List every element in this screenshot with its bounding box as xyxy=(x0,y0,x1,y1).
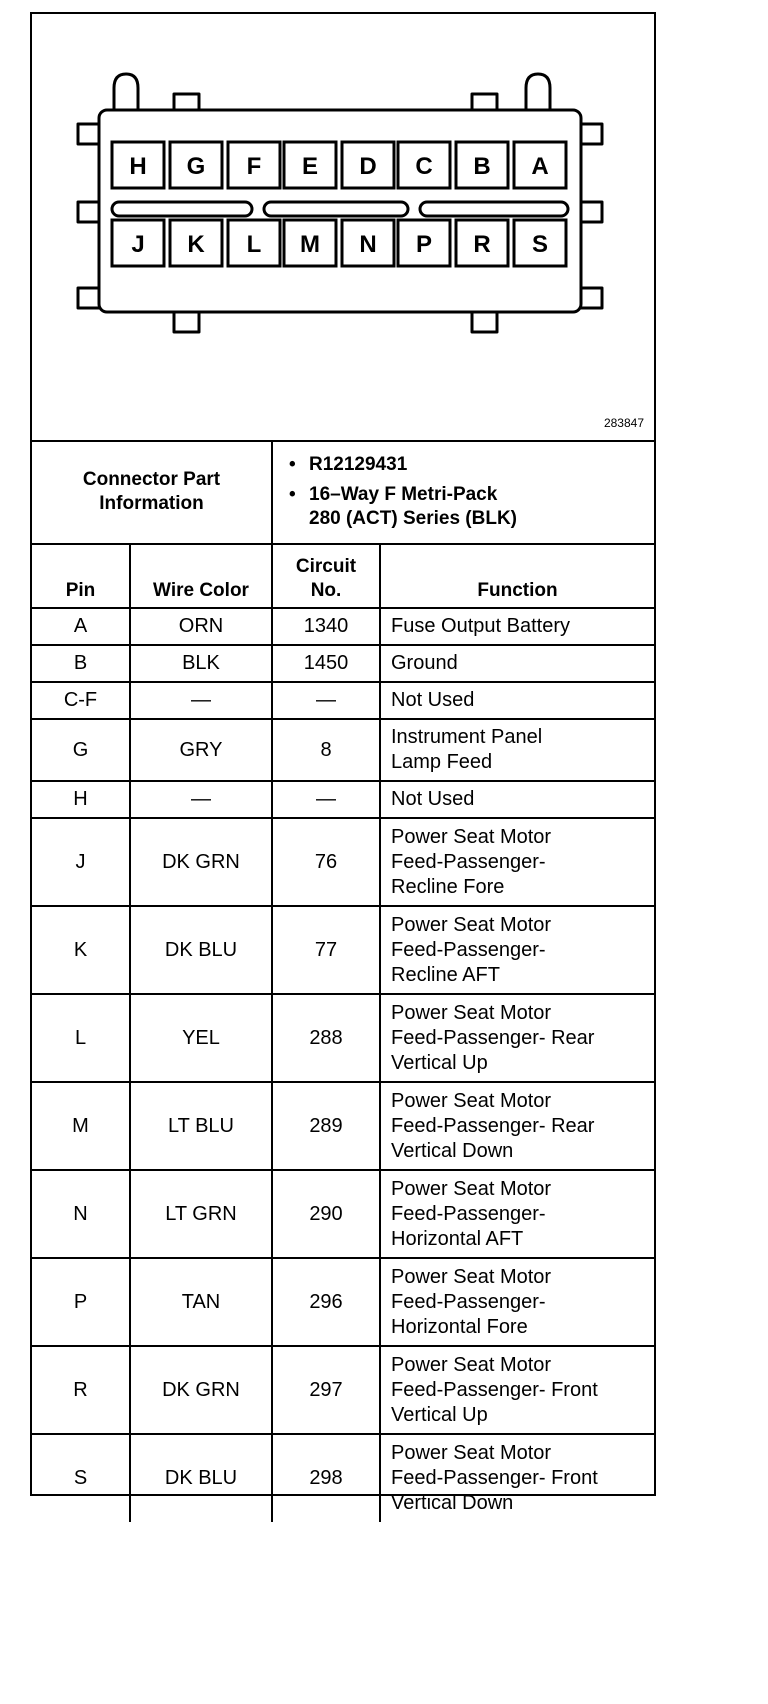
function-line: Horizontal AFT xyxy=(391,1227,524,1250)
wire-color-cell: DK GRN xyxy=(130,1346,272,1434)
pin-cell: A xyxy=(32,608,130,645)
side-tab-left-1 xyxy=(78,124,99,144)
connector-series: • 16–Way F Metri-Pack 280 (ACT) Series (BLK) xyxy=(309,483,644,531)
circuit-header: Circuit No. xyxy=(272,544,380,608)
pin-row xyxy=(32,645,654,682)
circuit-cell: 1450 xyxy=(272,645,380,682)
pin-label-l: L xyxy=(246,231,262,258)
function-line: Power Seat Motor xyxy=(391,1265,552,1288)
function-line: Vertical Down xyxy=(391,1139,514,1162)
wire-color-cell: GRY xyxy=(130,719,272,781)
wire-color-cell: YEL xyxy=(130,994,272,1082)
function-cell xyxy=(380,1434,654,1522)
pin-row xyxy=(32,682,654,719)
pin-header: Pin xyxy=(32,544,130,608)
function-header: Function xyxy=(380,544,654,608)
wire-color-cell: DK GRN xyxy=(130,818,272,906)
pin-row xyxy=(32,608,654,645)
function-line: Feed-Passenger- xyxy=(391,938,546,961)
right-latch-hook xyxy=(526,74,550,110)
function-line: Power Seat Motor xyxy=(391,1177,552,1200)
connector-diagram xyxy=(32,14,654,442)
function-line: Instrument Panel xyxy=(391,726,543,748)
connector-document xyxy=(30,12,656,1514)
pin-row xyxy=(32,1082,654,1170)
pin-row xyxy=(32,994,654,1082)
function-line: Not Used xyxy=(391,788,475,810)
pin-cell: C-F xyxy=(32,682,130,719)
pin-row xyxy=(32,1170,654,1258)
function-line: Feed-Passenger- xyxy=(391,1202,546,1225)
pin-cell: B xyxy=(32,645,130,682)
side-tab-right-1 xyxy=(581,124,602,144)
pin-label-s: S xyxy=(531,231,549,258)
function-cell xyxy=(380,906,654,994)
pin-row xyxy=(32,1434,654,1522)
function-cell xyxy=(380,818,654,906)
function-cell xyxy=(380,608,654,645)
connector-info-label: Connector Part Information xyxy=(32,440,272,544)
function-line: Feed-Passenger- xyxy=(391,1290,546,1313)
circuit-cell: 296 xyxy=(272,1258,380,1346)
bottom-tab-right xyxy=(472,312,497,332)
function-cell xyxy=(380,1258,654,1346)
pin-row xyxy=(32,781,654,818)
function-line: Power Seat Motor xyxy=(391,913,552,936)
function-line: Feed-Passenger- Rear xyxy=(391,1114,595,1137)
circuit-cell: 8 xyxy=(272,719,380,781)
pin-row xyxy=(32,818,654,906)
function-cell xyxy=(380,1082,654,1170)
pin-label-d: D xyxy=(359,153,377,180)
connector-info-values xyxy=(272,440,654,544)
function-line: Feed-Passenger- xyxy=(391,850,546,873)
function-line: Vertical Up xyxy=(391,1051,488,1074)
circuit-cell: 1340 xyxy=(272,608,380,645)
pin-label-f: F xyxy=(246,153,262,180)
circuit-cell: 297 xyxy=(272,1346,380,1434)
wire-color-cell: BLK xyxy=(130,645,272,682)
wire-color-cell: — xyxy=(130,781,272,818)
function-line: Power Seat Motor xyxy=(391,1001,552,1024)
function-line: Not Used xyxy=(391,689,475,711)
function-line: Vertical Down xyxy=(391,1492,514,1514)
wire-color-cell: TAN xyxy=(130,1258,272,1346)
pin-label-a: A xyxy=(531,153,549,180)
connector-body xyxy=(99,110,581,312)
pinout-table xyxy=(32,440,654,1522)
function-line: Feed-Passenger- Front xyxy=(391,1467,598,1489)
pin-label-k: K xyxy=(187,231,205,258)
pin-label-r: R xyxy=(473,231,491,258)
function-line: Feed-Passenger- Front xyxy=(391,1378,598,1401)
connector-face-drawing xyxy=(32,14,654,440)
wire-color-header: Wire Color xyxy=(130,544,272,608)
circuit-cell: 288 xyxy=(272,994,380,1082)
column-header-row xyxy=(32,544,654,608)
bottom-tab-left xyxy=(174,312,199,332)
function-line: Feed-Passenger- Rear xyxy=(391,1026,595,1049)
side-tab-left-2 xyxy=(78,202,99,222)
pin-label-b: B xyxy=(473,153,491,180)
pin-cell: R xyxy=(32,1346,130,1434)
function-line: Recline AFT xyxy=(391,963,500,986)
pin-cell: J xyxy=(32,818,130,906)
top-tab-left xyxy=(174,94,199,110)
side-tab-right-2 xyxy=(581,202,602,222)
circuit-cell: 289 xyxy=(272,1082,380,1170)
connector-info-row xyxy=(32,440,654,544)
circuit-cell: 76 xyxy=(272,818,380,906)
pin-cell: K xyxy=(32,906,130,994)
function-cell xyxy=(380,1346,654,1434)
circuit-cell: — xyxy=(272,781,380,818)
circuit-cell: 290 xyxy=(272,1170,380,1258)
pin-cell: N xyxy=(32,1170,130,1258)
part-number: • R12129431 xyxy=(309,453,644,477)
wire-color-cell: — xyxy=(130,682,272,719)
function-line: Horizontal Fore xyxy=(391,1315,528,1338)
pin-row xyxy=(32,1258,654,1346)
function-line: Power Seat Motor xyxy=(391,1089,552,1112)
separator-slot-middle xyxy=(264,202,408,216)
pin-row xyxy=(32,1346,654,1434)
pin-row xyxy=(32,719,654,781)
wire-color-cell: DK BLU xyxy=(130,1434,272,1522)
pin-cell: M xyxy=(32,1082,130,1170)
pin-cell: S xyxy=(32,1434,130,1522)
pin-cell: G xyxy=(32,719,130,781)
pin-label-g: G xyxy=(186,153,206,180)
circuit-cell: 298 xyxy=(272,1434,380,1522)
pin-cell: P xyxy=(32,1258,130,1346)
separator-slot-right xyxy=(420,202,568,216)
circuit-cell: — xyxy=(272,682,380,719)
pin-label-p: P xyxy=(415,231,433,258)
function-line: Ground xyxy=(391,652,458,674)
function-line: Power Seat Motor xyxy=(391,1353,552,1376)
pin-row xyxy=(32,906,654,994)
function-cell xyxy=(380,781,654,818)
function-cell xyxy=(380,719,654,781)
function-line: Fuse Output Battery xyxy=(391,615,570,637)
function-cell xyxy=(380,1170,654,1258)
function-cell xyxy=(380,994,654,1082)
function-line: Power Seat Motor xyxy=(391,1442,552,1464)
top-tab-right xyxy=(472,94,497,110)
wire-color-cell: LT GRN xyxy=(130,1170,272,1258)
circuit-cell: 77 xyxy=(272,906,380,994)
pin-cell: L xyxy=(32,994,130,1082)
function-line: Vertical Up xyxy=(391,1403,488,1426)
wire-color-cell: ORN xyxy=(130,608,272,645)
function-line: Power Seat Motor xyxy=(391,825,552,848)
wire-color-cell: DK BLU xyxy=(130,906,272,994)
function-cell xyxy=(380,682,654,719)
pin-label-j: J xyxy=(131,231,145,258)
pin-label-m: M xyxy=(300,231,320,258)
side-tab-right-3 xyxy=(581,288,602,308)
pin-label-e: E xyxy=(301,153,319,180)
pin-label-h: H xyxy=(129,153,147,180)
pin-label-n: N xyxy=(359,231,377,258)
side-tab-left-3 xyxy=(78,288,99,308)
function-line: Lamp Feed xyxy=(391,751,493,773)
pin-cell: H xyxy=(32,781,130,818)
wire-color-cell: LT BLU xyxy=(130,1082,272,1170)
function-line: Recline Fore xyxy=(391,875,505,898)
function-cell xyxy=(380,645,654,682)
pin-label-c: C xyxy=(415,153,433,180)
left-latch-hook xyxy=(114,74,138,110)
separator-slot-left xyxy=(112,202,252,216)
figure-id: 283847 xyxy=(603,416,644,430)
